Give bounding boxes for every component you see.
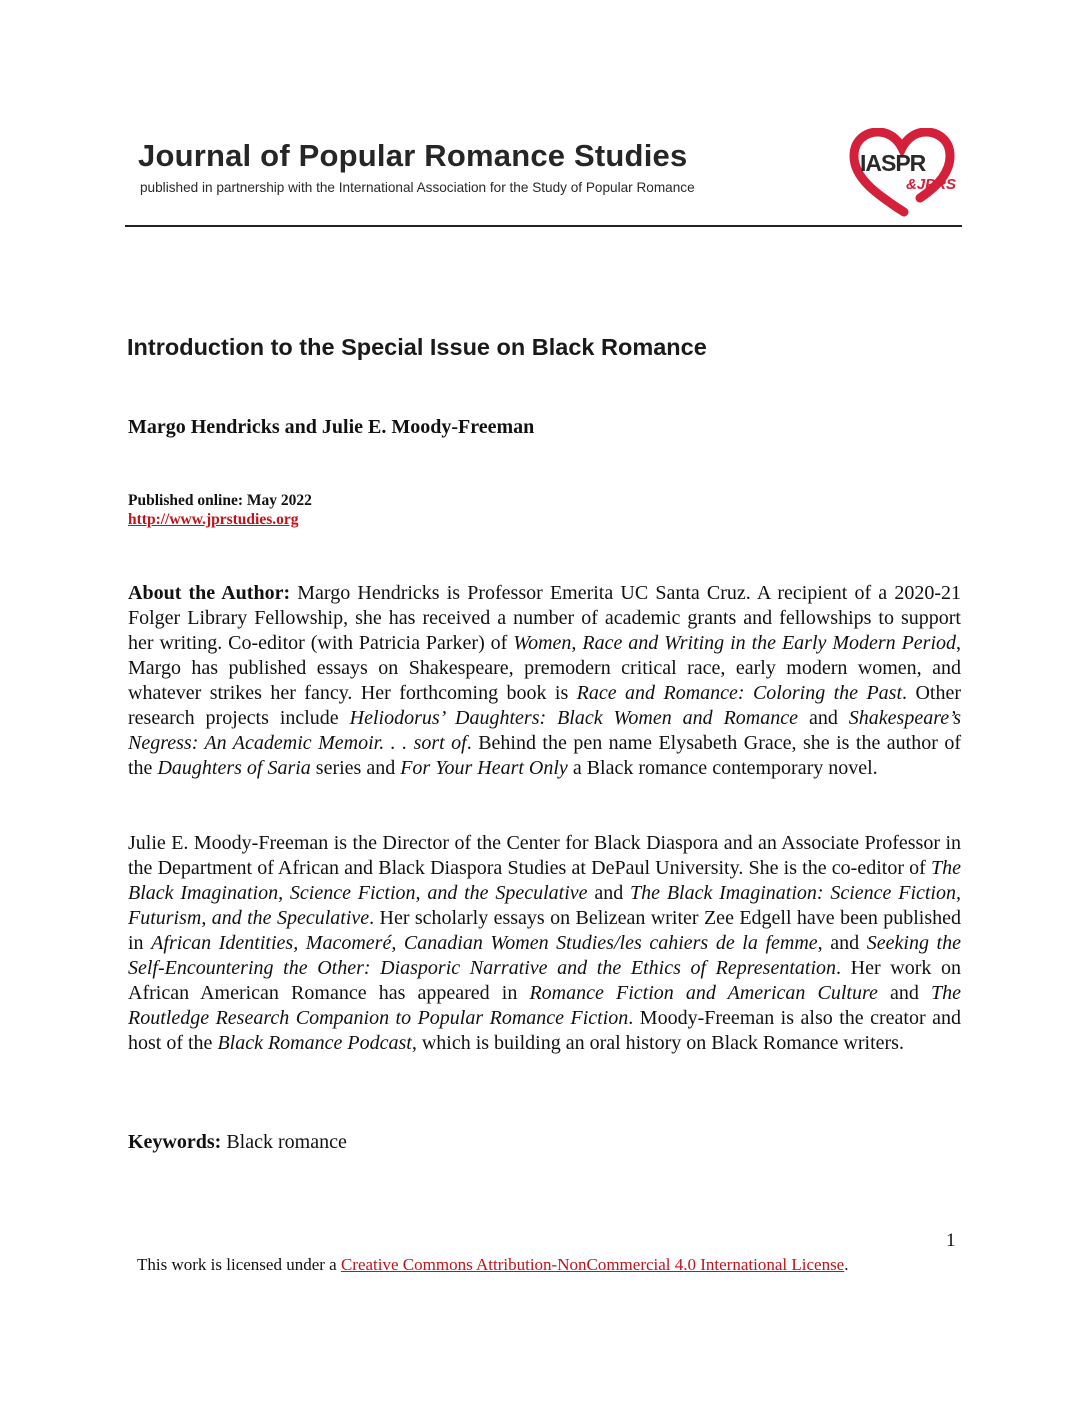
license-link[interactable]: Creative Commons Attribution-NonCommercial 4.0 International License (340, 1255, 845, 1274)
license-footer (137, 1253, 857, 1276)
italic-title: The Routledge Research Companion to Popular Romance Fiction (128, 982, 961, 1029)
italic-title: Romance Fiction and American Culture (529, 982, 878, 1004)
article-title: Introduction to the Special Issue on Black Romance (127, 334, 707, 360)
text-run: and (877, 982, 931, 1004)
text-run: . Her scholarly essays on Belizean writer Zee Edgell have been published in (128, 907, 961, 954)
italic-title: Shakespeare’s Negress: An Academic Memoir. . . sort of (128, 707, 961, 754)
text-run: , which is building an oral history on Black Romance writers. (411, 1032, 904, 1054)
page-number: 1 (946, 1230, 956, 1251)
text-run: series and (310, 757, 401, 779)
text-run: . Her work on African American Romance has appeared in (128, 957, 961, 1004)
text-run: Margo Hendricks is Professor Emerita UC Santa Cruz. A recipient of a 2020-21 Folger Library Fellowship, she has received a number of academic grants and fellowships to support her writing. Co-editor (with Patricia Parker) of (128, 582, 961, 654)
italic-title: African Identities, Macomeré, Canadian Women Studies/les cahiers de la femme (151, 932, 818, 954)
text-run: . Behind the pen name Elysabeth Grace, she is the author of the (128, 732, 961, 779)
text-run: Julie E. Moody-Freeman is the Director of the Center for Black Diaspora and an Associate Professor in the Department of African and Black Diaspora Studies at DePaul University. She is the co-editor of (128, 832, 961, 879)
keywords (128, 1131, 347, 1154)
article-authors: Margo Hendricks and Julie E. Moody-Freeman (128, 416, 535, 438)
italic-title: The Black Imagination: Science Fiction, Futurism, and the Speculative (128, 882, 961, 929)
text-run: , and (817, 932, 867, 954)
license-prefix: This work is licensed under a (137, 1255, 341, 1274)
journal-subtitle: published in partnership with the International Association for the Study of Popular Romance (140, 180, 695, 195)
italic-title: Heliodorus’ Daughters: Black Women and Romance (349, 707, 799, 729)
about-author-paragraph-1 (128, 581, 961, 781)
text-run: . Other research projects include (128, 682, 961, 729)
logo-text: IASPR (860, 150, 926, 176)
italic-title: Women, Race and Writing in the Early Modern Period (513, 632, 957, 654)
italic-title: Daughters of Saria (157, 757, 311, 779)
italic-title: Race and Romance: Coloring the Past (576, 682, 903, 704)
journal-title: Journal of Popular Romance Studies (138, 138, 688, 173)
publication-date: Published online: May 2022 (128, 492, 312, 509)
text-run: , Margo has published essays on Shakespeare, premodern critical race, early modern women, and whatever strikes her fancy. Her forthcoming book is (128, 632, 962, 704)
about-author-text-2 (128, 832, 961, 1054)
keywords-value: Black romance (221, 1131, 347, 1153)
header-divider (125, 225, 962, 227)
journal-link[interactable]: http://www.jprstudies.org (128, 511, 299, 528)
about-author-paragraph-2 (128, 831, 961, 1056)
keywords-label: Keywords: (128, 1131, 222, 1153)
text-run: . Moody-Freeman is also the creator and host of the (128, 1007, 961, 1054)
italic-title: Black Romance Podcast (217, 1032, 412, 1054)
text-run: a Black romance contemporary novel. (567, 757, 878, 779)
about-author-label: About the Author: (128, 582, 291, 604)
italic-title: Seeking the Self-Encountering the Other: Diasporic Narrative and the Ethics of Representation (128, 932, 961, 979)
license-suffix: . (844, 1255, 849, 1274)
about-author-text-1 (128, 582, 961, 779)
italic-title: For Your Heart Only (400, 757, 568, 779)
italic-title: The Black Imagination, Science Fiction, and the Speculative (128, 857, 961, 904)
logo-subtext: &JPRS (906, 176, 957, 193)
text-run: and (587, 882, 631, 904)
text-run: and (798, 707, 849, 729)
